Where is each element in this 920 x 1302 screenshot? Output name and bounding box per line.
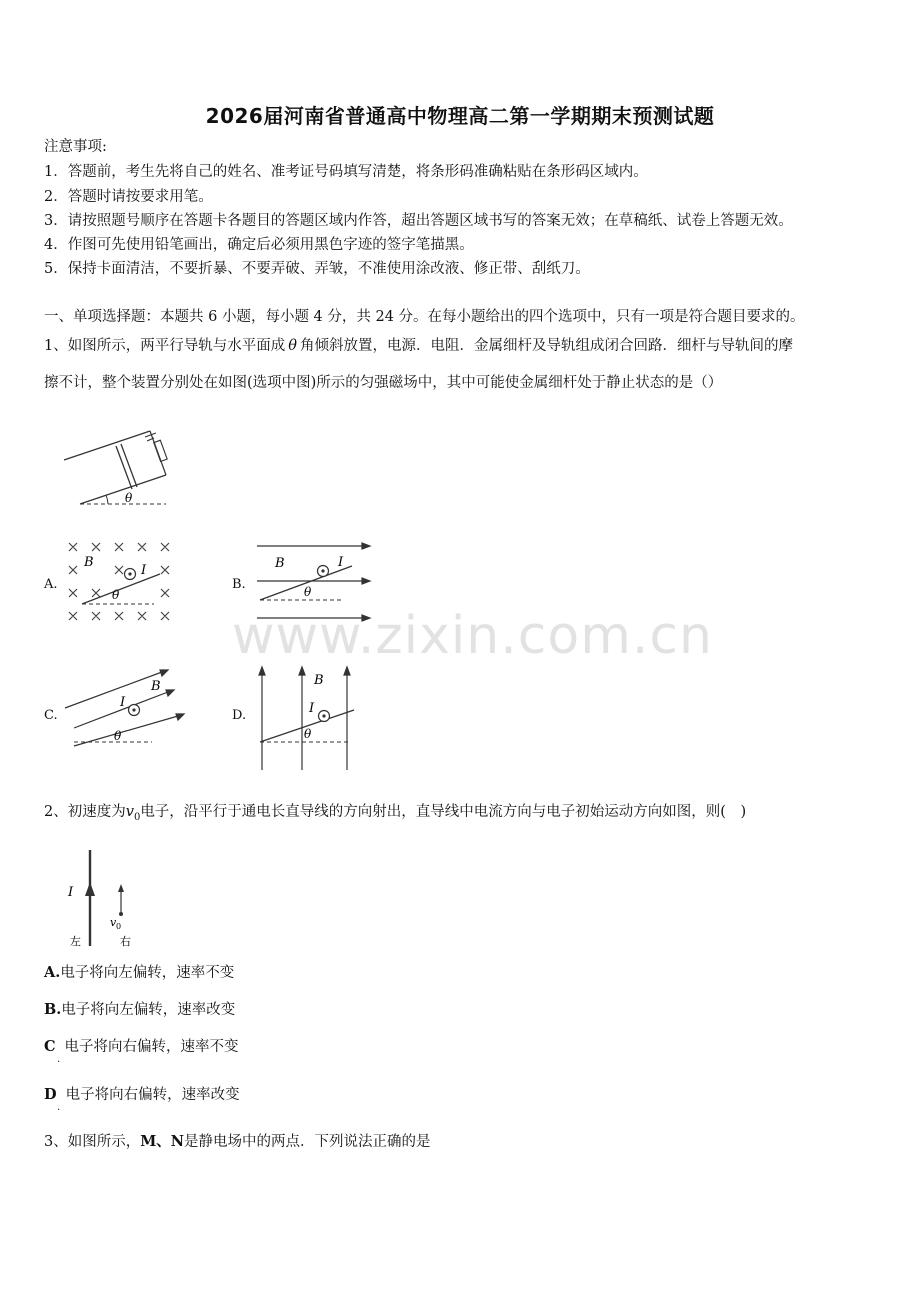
q2-fig-v: v — [110, 916, 117, 929]
q1-a-label-I: I — [141, 563, 147, 578]
q2-stem — [44, 803, 746, 827]
q1-option-d-figure[interactable] — [252, 664, 362, 772]
q1-d-label-theta: θ — [304, 727, 312, 741]
q2-option-a-text: 电子将向左偏转，速率不变 — [60, 965, 235, 981]
q2-option-d-text: 电子将向右偏转，速率改变 — [65, 1087, 240, 1103]
notice-item-3: 3．请按照题号顺序在答题卡各题目的答题区域内作答，超出答题区域书写的答案无效；在草稿纸、试卷上答题无效。 — [44, 213, 793, 229]
q2-fig-right: 右 — [120, 935, 131, 948]
q3-stem — [44, 1133, 431, 1151]
q1-b-label-I: I — [338, 555, 344, 570]
watermark: www.zixin.com.cn — [232, 606, 713, 666]
q3-stem-mn: M、N — [140, 1133, 185, 1150]
notice-item-1: 1．答题前，考生先将自己的姓名、准考证号码填写清楚，将条形码准确粘贴在条形码区域内。 — [44, 164, 648, 180]
q1-option-c-label[interactable]: C. — [44, 708, 58, 723]
q1-main-theta: θ — [125, 491, 133, 505]
q1-b-label-B: B — [275, 556, 285, 571]
q2-option-c-text: 电子将向右偏转，速率不变 — [64, 1039, 239, 1055]
q1-stem-part-b: 角倾斜放置，电源．电阻．金属细杆及导轨组成闭合回路．细杆与导轨间的摩 — [299, 338, 793, 354]
page-title: 2026届河南省普通高中物理高二第一学期期末预测试题 — [205, 104, 715, 128]
q1-stem-part-a: 1、如图所示，两平行导轨与水平面成 — [44, 338, 286, 354]
q2-option-c[interactable] — [44, 1038, 239, 1056]
q2-fig-left: 左 — [70, 935, 81, 948]
q2-v0-symbol: v — [125, 804, 134, 820]
q2-stem-part-b: 电子，沿平行于通电长直导线的方向射出，直导线中电流方向与电子初始运动方向如图，则( ) — [140, 804, 747, 820]
q2-fig-I: I — [68, 885, 74, 900]
q2-option-b-text: 电子将向左偏转，速率改变 — [61, 1002, 236, 1018]
notice-heading: 注意事项: — [44, 139, 107, 155]
q2-option-a-label: A. — [44, 964, 61, 981]
q2-option-b-label: B. — [44, 1001, 62, 1018]
notice-item-2: 2．答题时请按要求用笔。 — [44, 189, 213, 205]
q1-theta-symbol: θ — [288, 338, 297, 354]
q1-a-label-theta: θ — [112, 588, 120, 602]
q1-stem-line1 — [44, 337, 793, 355]
section-heading: 一、单项选择题：本题共 6 小题，每小题 4 分，共 24 分。在每小题给出的四个选项中，只有一项是符合题目要求的。 — [44, 309, 805, 325]
q1-b-label-theta: θ — [304, 585, 312, 599]
q2-option-c-label: C — [44, 1038, 56, 1055]
q1-c-label-theta: θ — [114, 729, 122, 743]
q1-option-a-figure[interactable] — [62, 536, 182, 628]
notice-item-4: 4．作图可先使用铅笔画出，确定后必须用黑色字迹的签字笔描黑。 — [44, 237, 474, 253]
q2-option-d[interactable] — [44, 1086, 240, 1104]
q1-option-a-label[interactable]: A. — [44, 577, 58, 592]
q1-option-c-figure[interactable] — [62, 664, 192, 754]
q3-stem-part-b: 是静电场中的两点．下列说法正确的是 — [184, 1134, 431, 1150]
q2-figure — [60, 846, 150, 950]
q1-stem-line2: 擦不计，整个装置分别处在如图(选项中图)所示的匀强磁场中，其中可能使金属细杆处于静止状态的是（） — [44, 375, 723, 391]
q3-stem-part-a: 3、如图所示， — [44, 1134, 141, 1150]
q1-c-label-I: I — [120, 695, 126, 710]
q1-d-label-B: B — [314, 673, 324, 688]
q1-c-label-B: B — [151, 679, 161, 694]
q2-option-b[interactable] — [44, 1001, 235, 1019]
q2-v0-subscript: 0 — [133, 811, 141, 823]
q1-d-label-I: I — [309, 701, 315, 716]
q1-option-b-label[interactable]: B. — [232, 577, 246, 592]
q2-stem-part-a: 2、初速度为 — [44, 804, 126, 820]
q2-option-a[interactable] — [44, 964, 234, 982]
q1-a-label-B: B — [84, 555, 94, 570]
q1-option-d-label[interactable]: D. — [232, 708, 247, 723]
q2-option-c-dot: . — [57, 1054, 61, 1065]
q2-fig-v-sub: 0 — [116, 922, 122, 931]
q2-option-d-dot: . — [57, 1102, 61, 1113]
q1-main-figure — [58, 424, 188, 514]
notice-item-5: 5．保持卡面清洁，不要折暴、不要弄破、弄皱，不准使用涂改液、修正带、刮纸刀。 — [44, 261, 590, 277]
q2-option-d-label: D — [44, 1086, 57, 1103]
